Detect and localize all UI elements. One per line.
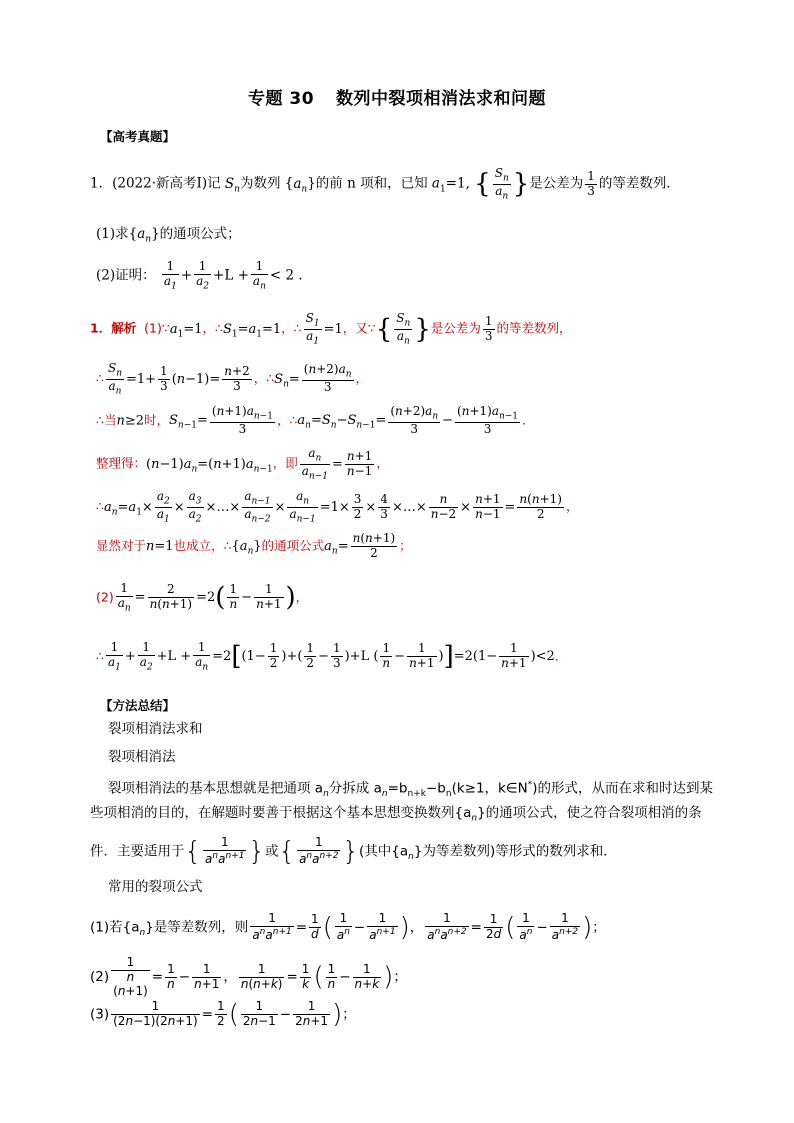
problem-statement: 1．(2022·新高考Ⅰ)记 $S_n$为数列 $\{a_n\}$的前 n 项和，已知 $a_1=1$, { $\frac{S_n}{a_n}$ }是公差为 $\frac{1}{3}$ 的等差数列．	[90, 166, 680, 202]
method-p4: 些项相消的目的，在解题时要善于根据这个基本思想变换数列$\{a_n\}$的通项公式，使之符合裂项相消的条	[90, 805, 702, 824]
formula-1: (1)若$\{a_n\}$是等差数列，则 $\frac{1}{a^na^{n+1}}$ = $\frac{1}{d}$ ( $\frac{1}{a^n}$ − $\frac{1}{a^{n+1}}$ )， $\frac{1}{a^na^{n+2}}$ = $\frac{1}{2d}$ ( $\frac{1}{a^n}$ − $\frac{1}{a^{n+2}}$ )；	[90, 911, 606, 943]
method-p1: 裂项相消法求和	[108, 721, 203, 737]
formula-2: (2) 1 n (n+1) = $\frac{1}{n}$ − $\frac{1}{n+1}$ ， $\frac{1}{n(n+k)}$ = $\frac{1}{k}$ ( $\frac{1}{n}$ − $\frac{1}{n+k}$ )；	[90, 955, 407, 998]
section-method: 【方法总结】	[100, 698, 176, 713]
method-p3: 裂项相消法的基本思想就是把通项 $a_n$分拆成 $a_n=b_{n+k}-b_n(k\ge 1$，k∈N*)的形式，从而在求和时达到某	[108, 780, 714, 800]
solution-line-7: (2) $\frac{1}{a_n}$ = $\frac{2}{n(n+1)}$ =2( $\frac{1}{n}$ − $\frac{1}{n+1}$ )，	[96, 581, 309, 614]
problem-q1: (1)求$\{a_n\}$的通项公式；	[96, 226, 241, 245]
title-text: 数列中裂项相消法求和问题	[336, 89, 547, 109]
formula-3: (3) $\frac{1}{(2n-1)(2n+1)}$ = $\frac{1}{2}$ ( $\frac{1}{2n-1}$ − $\frac{1}{2n+1}$ )；	[90, 999, 356, 1030]
solution-line-1: 1．解析 $(1)\because a_1=1$，$\therefore S_1=a_1=1$，∴ $\frac{S_1}{a_1}$ =1，又∵{ $\frac{S_n}{a_n}$ }是公差为 $\frac{1}{3}$ 的等差数列，	[90, 311, 572, 347]
solution-line-5: $\therefore a_n=a_1\times$ $\frac{a_2}{a_1}$ × $\frac{a_3}{a_2}$ ×…× $\frac{a_{n-1}}{a_{n-2}}$ × $\frac{a_n}{a_{n-1}}$ =1× $\frac{3}{2}$ × $\frac{4}{3}$ ×…× $\frac{n}{n-2}$ × $\frac{n+1}{n-1}$ = $\frac{n(n+1)}{2}$ ，	[96, 489, 579, 525]
page-title	[0, 84, 794, 109]
solution-line-8: ∴ $\frac{1}{a_1}$ + $\frac{1}{a_2}$ +L + $\frac{1}{a_n}$ =2[(1− $\frac{1}{2}$ )+( $\frac{1}{2}$ − $\frac{1}{3}$ )+L ( $\frac{1}{n}$ − $\frac{1}{n+1}$ )]=2(1− $\frac{1}{n+1}$ )<2．	[96, 640, 568, 673]
solution-line-4: 整理得：$(n-1)a_n=(n+1)a_{n-1}$，即 $\frac{a_n}{a_{n-1}}$ = $\frac{n+1}{n-1}$ ，	[96, 446, 389, 482]
section-gaokao: 【高考真题】	[100, 129, 176, 144]
method-p5: 件．主要适用于{ $\frac{1}{a^na^{n+1}}$ }或{ $\frac{1}{a^na^{n+2}}$ }(其中$\{a_n\}$为等差数列)等形式的数列求和．	[90, 835, 617, 867]
method-p6: 常用的裂项公式	[108, 879, 203, 895]
problem-q2: (2)证明： $\frac{1}{a_1}$ + $\frac{1}{a_2}$ +L + $\frac{1}{a_n}$ < 2 .	[96, 259, 303, 292]
title-number: 专题 30	[247, 89, 315, 109]
solution-line-3: ∴当n≥2时，$S_{n-1}=$ $\frac{(n+1)a_{n-1}}{3}$ ，$\therefore a_n=S_n-S_{n-1}=$ $\frac{(n+2)a_n}{3}$ − $\frac{(n+1)a_{n-1}}{3}$ .	[96, 404, 527, 436]
method-p2: 裂项相消法	[108, 749, 176, 765]
problem-lead: 1．(2022·新高考Ⅰ)记	[90, 175, 221, 192]
solution-line-2: ∴ $\frac{S_n}{a_n}$ =1+ $\frac{1}{3}$ (n−1)= $\frac{n+2}{3}$ ，$\therefore S_n=$ $\frac{(n+2)a_n}{3}$ ，	[96, 361, 369, 397]
solution-line-6: 显然对于n=1也成立，$\therefore\{a_n\}$的通项公式$a_n=$ $\frac{n(n+1)}{2}$ ；	[96, 531, 412, 560]
